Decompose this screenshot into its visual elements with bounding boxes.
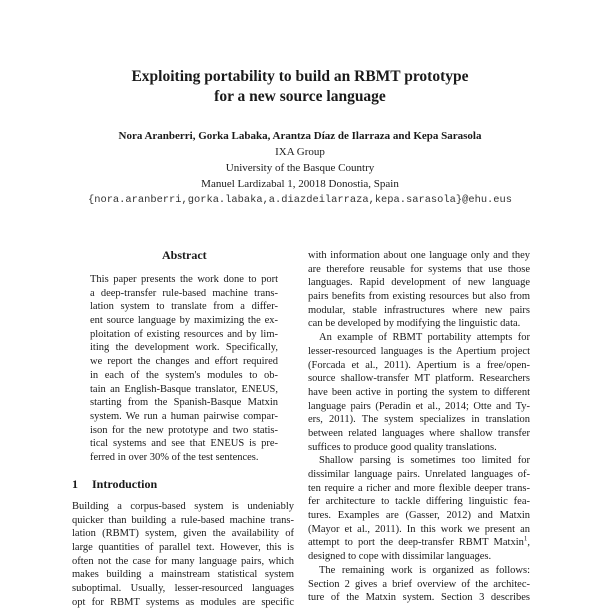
text-line: tures. Examples are (Gasser, 2012) and Matxin	[308, 510, 530, 522]
text-line: ploitation of existing resources and by lim-	[90, 328, 278, 340]
text-line: (Mayor et al., 2011). In this work we present an	[308, 523, 530, 535]
text-line: fer architecture to tackle differing linguistic fea-	[308, 496, 530, 508]
text-line: ers, 2011). The system specializes in translation	[308, 414, 530, 426]
affiliation-group: IXA Group	[275, 146, 325, 158]
text-line: with information about one language only and they	[308, 250, 530, 261]
text-line: we report the changes and effort required	[90, 356, 278, 368]
text-line: starting from the Spanish-Basque Matxin	[90, 397, 278, 409]
text-line: Section 2 gives a brief overview of the architec-	[308, 578, 530, 590]
text-line: quicker than building a rule-based machine trans-	[72, 514, 294, 526]
text-line: tical systems and see that ENEUS is pre-	[90, 438, 278, 450]
text-line: ent source language by maximizing the ex-	[90, 315, 278, 327]
text-line: suboptimal. Usually, lesser-resourced languages	[72, 583, 294, 595]
text-line: suffices to produce good quality translations.	[308, 441, 497, 453]
text-line: have been active in porting the system to different	[308, 386, 530, 398]
text-line: opt for RBMT systems as modules are specific	[72, 596, 294, 608]
text-line: ison for the new prototype and two statis-	[90, 424, 278, 436]
text-line: attempt to port the deep-transfer RBMT Matxin$^1$,	[308, 536, 530, 549]
text-line: languages. Rapid development of new language	[308, 277, 530, 289]
text-line: Shallow parsing is sometimes too limited for	[319, 455, 530, 467]
text-line: modular, stable infrastructures where new pairs	[308, 304, 530, 316]
text-line: are therefore reusable for systems that use those	[308, 263, 530, 275]
affiliation-university: University of the Basque Country	[225, 162, 375, 174]
text-line: pairs benefits from existing resources but also from	[308, 291, 530, 303]
text-line: can be developed by modifying the linguistic data.	[308, 318, 521, 330]
text-line: lation (RBMT) system, given the availability of	[72, 528, 294, 540]
section-title: Introduction	[92, 477, 158, 491]
author-emails: {nora.aranberri,gorka.labaka,a.diazdeilarraza,kepa.sarasola}@ehu.eus	[87, 194, 512, 206]
text-line: ferred in over 30% of the test sentences.	[90, 451, 259, 463]
authors: Nora Aranberri, Gorka Labaka, Arantza Díaz de Ilarraza and Kepa Sarasola	[118, 130, 482, 142]
text-line: often not the case for many language pairs, which	[72, 555, 294, 567]
text-line: language pairs (Peradin et al., 2014; Otte and Ty-	[308, 400, 530, 412]
text-line: source shallow-transfer MT platform. Researchers	[308, 373, 530, 385]
affiliation-address: Manuel Lardizabal 1, 20018 Donostia, Spain	[201, 178, 399, 190]
text-line: in each of the system's modules to ob-	[90, 369, 278, 381]
intro-right-column	[308, 249, 530, 605]
text-line: a deep-transfer rule-based machine trans-	[90, 287, 278, 299]
text-line: lation system to translate from a differ-	[90, 301, 278, 313]
paper-title-line-1: Exploiting portability to build an RBMT prototype	[131, 68, 469, 85]
text-line: lesser-resourced languages is the Apertium project	[308, 345, 530, 357]
abstract-body	[90, 273, 278, 465]
text-line: ten require a richer and more flexible deeper trans-	[308, 482, 530, 494]
text-line: This paper presents the work done to port	[90, 274, 278, 285]
intro-left-column	[72, 500, 294, 610]
text-line: dissimilar language pairs. Unrelated languages of-	[308, 469, 530, 480]
paper-title-line-2: for a new source language	[214, 88, 386, 105]
text-line: An example of RBMT portability attempts for	[319, 332, 530, 344]
text-line: designed to cope with dissimilar languages.	[308, 551, 492, 563]
text-line: iting the development work. Specifically,	[90, 342, 278, 354]
text-line: Building a corpus-based system is undeniably	[72, 501, 294, 512]
text-line: ture of the Matxin system. Section 3 describes	[308, 592, 530, 604]
text-line: between related languages where shallow transfer	[308, 427, 530, 439]
text-line: The remaining work is organized as follows:	[319, 564, 530, 576]
text-line: system. We run a human pairwise compar-	[90, 410, 278, 422]
section-heading-introduction	[72, 477, 157, 492]
text-line: (Forcada et al., 2011). Apertium is a free/open-	[308, 359, 530, 371]
abstract-heading: Abstract	[162, 248, 207, 262]
section-number: 1	[72, 477, 78, 491]
text-line: makes building a mainstream statistical system	[72, 569, 294, 581]
text-line: tain an English-Basque translator, ENEUS,	[90, 383, 278, 395]
text-line: large quantities of parallel text. However, this is	[72, 542, 294, 554]
